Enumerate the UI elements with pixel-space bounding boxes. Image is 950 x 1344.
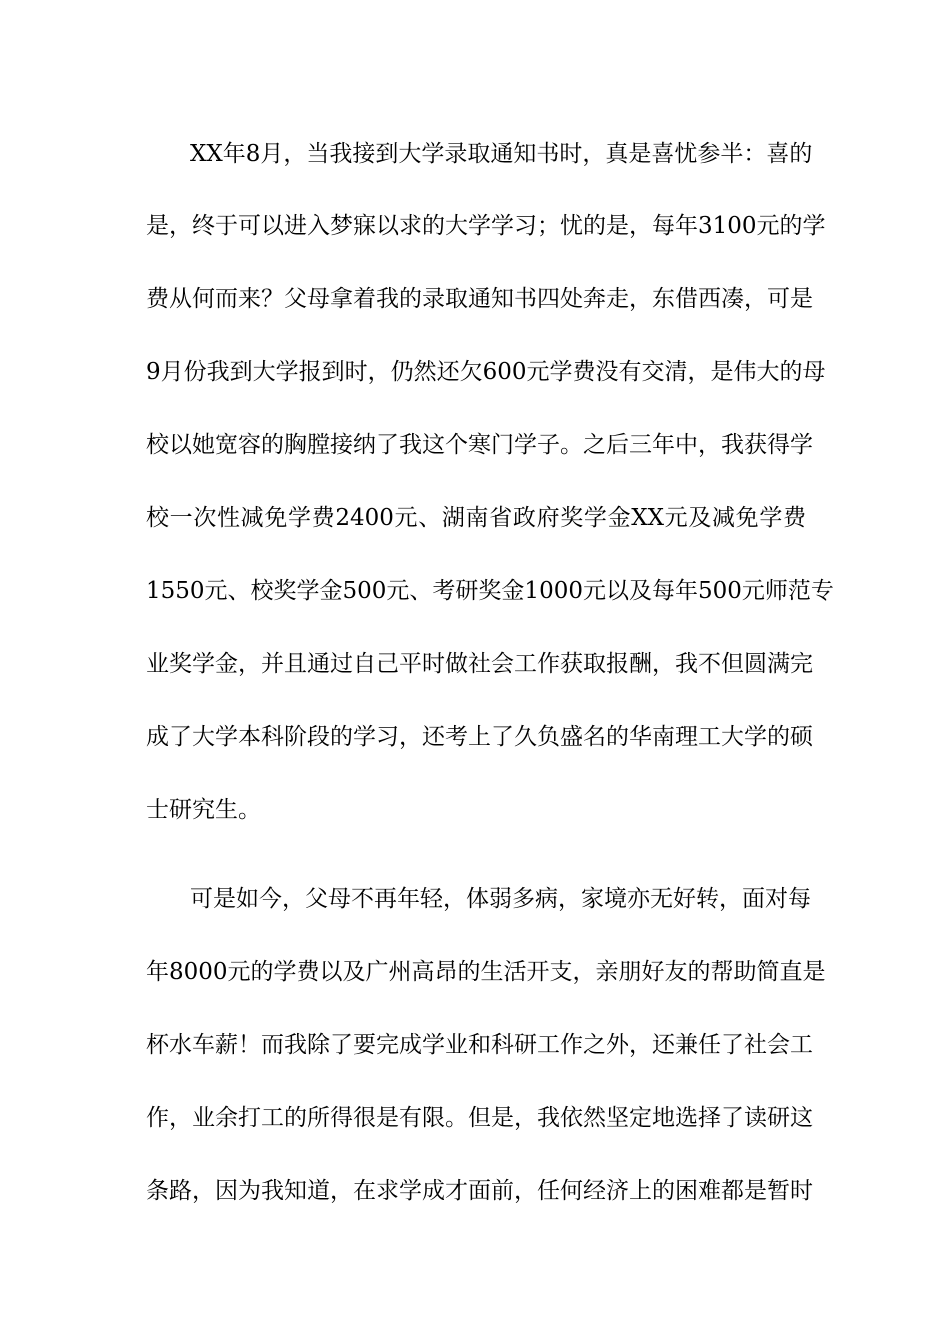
- text-line: 杯水车薪！而我除了要完成学业和科研工作之外，还兼任了社会工: [146, 1032, 813, 1058]
- text-line: 条路，因为我知道，在求学成才面前，任何经济上的困难都是暂时: [146, 1178, 813, 1204]
- text-line: 士研究生。: [146, 797, 261, 823]
- text-line: 作，业余打工的所得很是有限。但是，我依然坚定地选择了读研这: [146, 1105, 813, 1131]
- text-line: 费从何而来？父母拿着我的录取通知书四处奔走，东借西凑，可是: [146, 286, 813, 312]
- text-line: 1550元、校奖学金500元、考研奖金1000元以及每年500元师范专: [146, 578, 834, 604]
- text-line: 9月份我到大学报到时，仍然还欠600元学费没有交清，是伟大的母: [146, 359, 826, 385]
- text-line: 校以她宽容的胸膛接纳了我这个寒门学子。之后三年中，我获得学: [146, 432, 813, 458]
- text-line: 成了大学本科阶段的学习，还考上了久负盛名的华南理工大学的硕: [146, 724, 813, 750]
- text-line: 可是如今，父母不再年轻，体弱多病，家境亦无好转，面对每: [190, 886, 811, 912]
- text-line: XX年8月，当我接到大学录取通知书时，真是喜忧参半：喜的: [190, 141, 813, 167]
- text-line: 校一次性减免学费2400元、湖南省政府奖学金XX元及减免学费: [146, 505, 806, 531]
- text-line: 年8000元的学费以及广州高昂的生活开支，亲朋好友的帮助简直是: [146, 959, 826, 985]
- text-line: 业奖学金，并且通过自己平时做社会工作获取报酬，我不但圆满完: [146, 651, 813, 677]
- text-line: 是，终于可以进入梦寐以求的大学学习；忧的是，每年3100元的学: [146, 213, 826, 239]
